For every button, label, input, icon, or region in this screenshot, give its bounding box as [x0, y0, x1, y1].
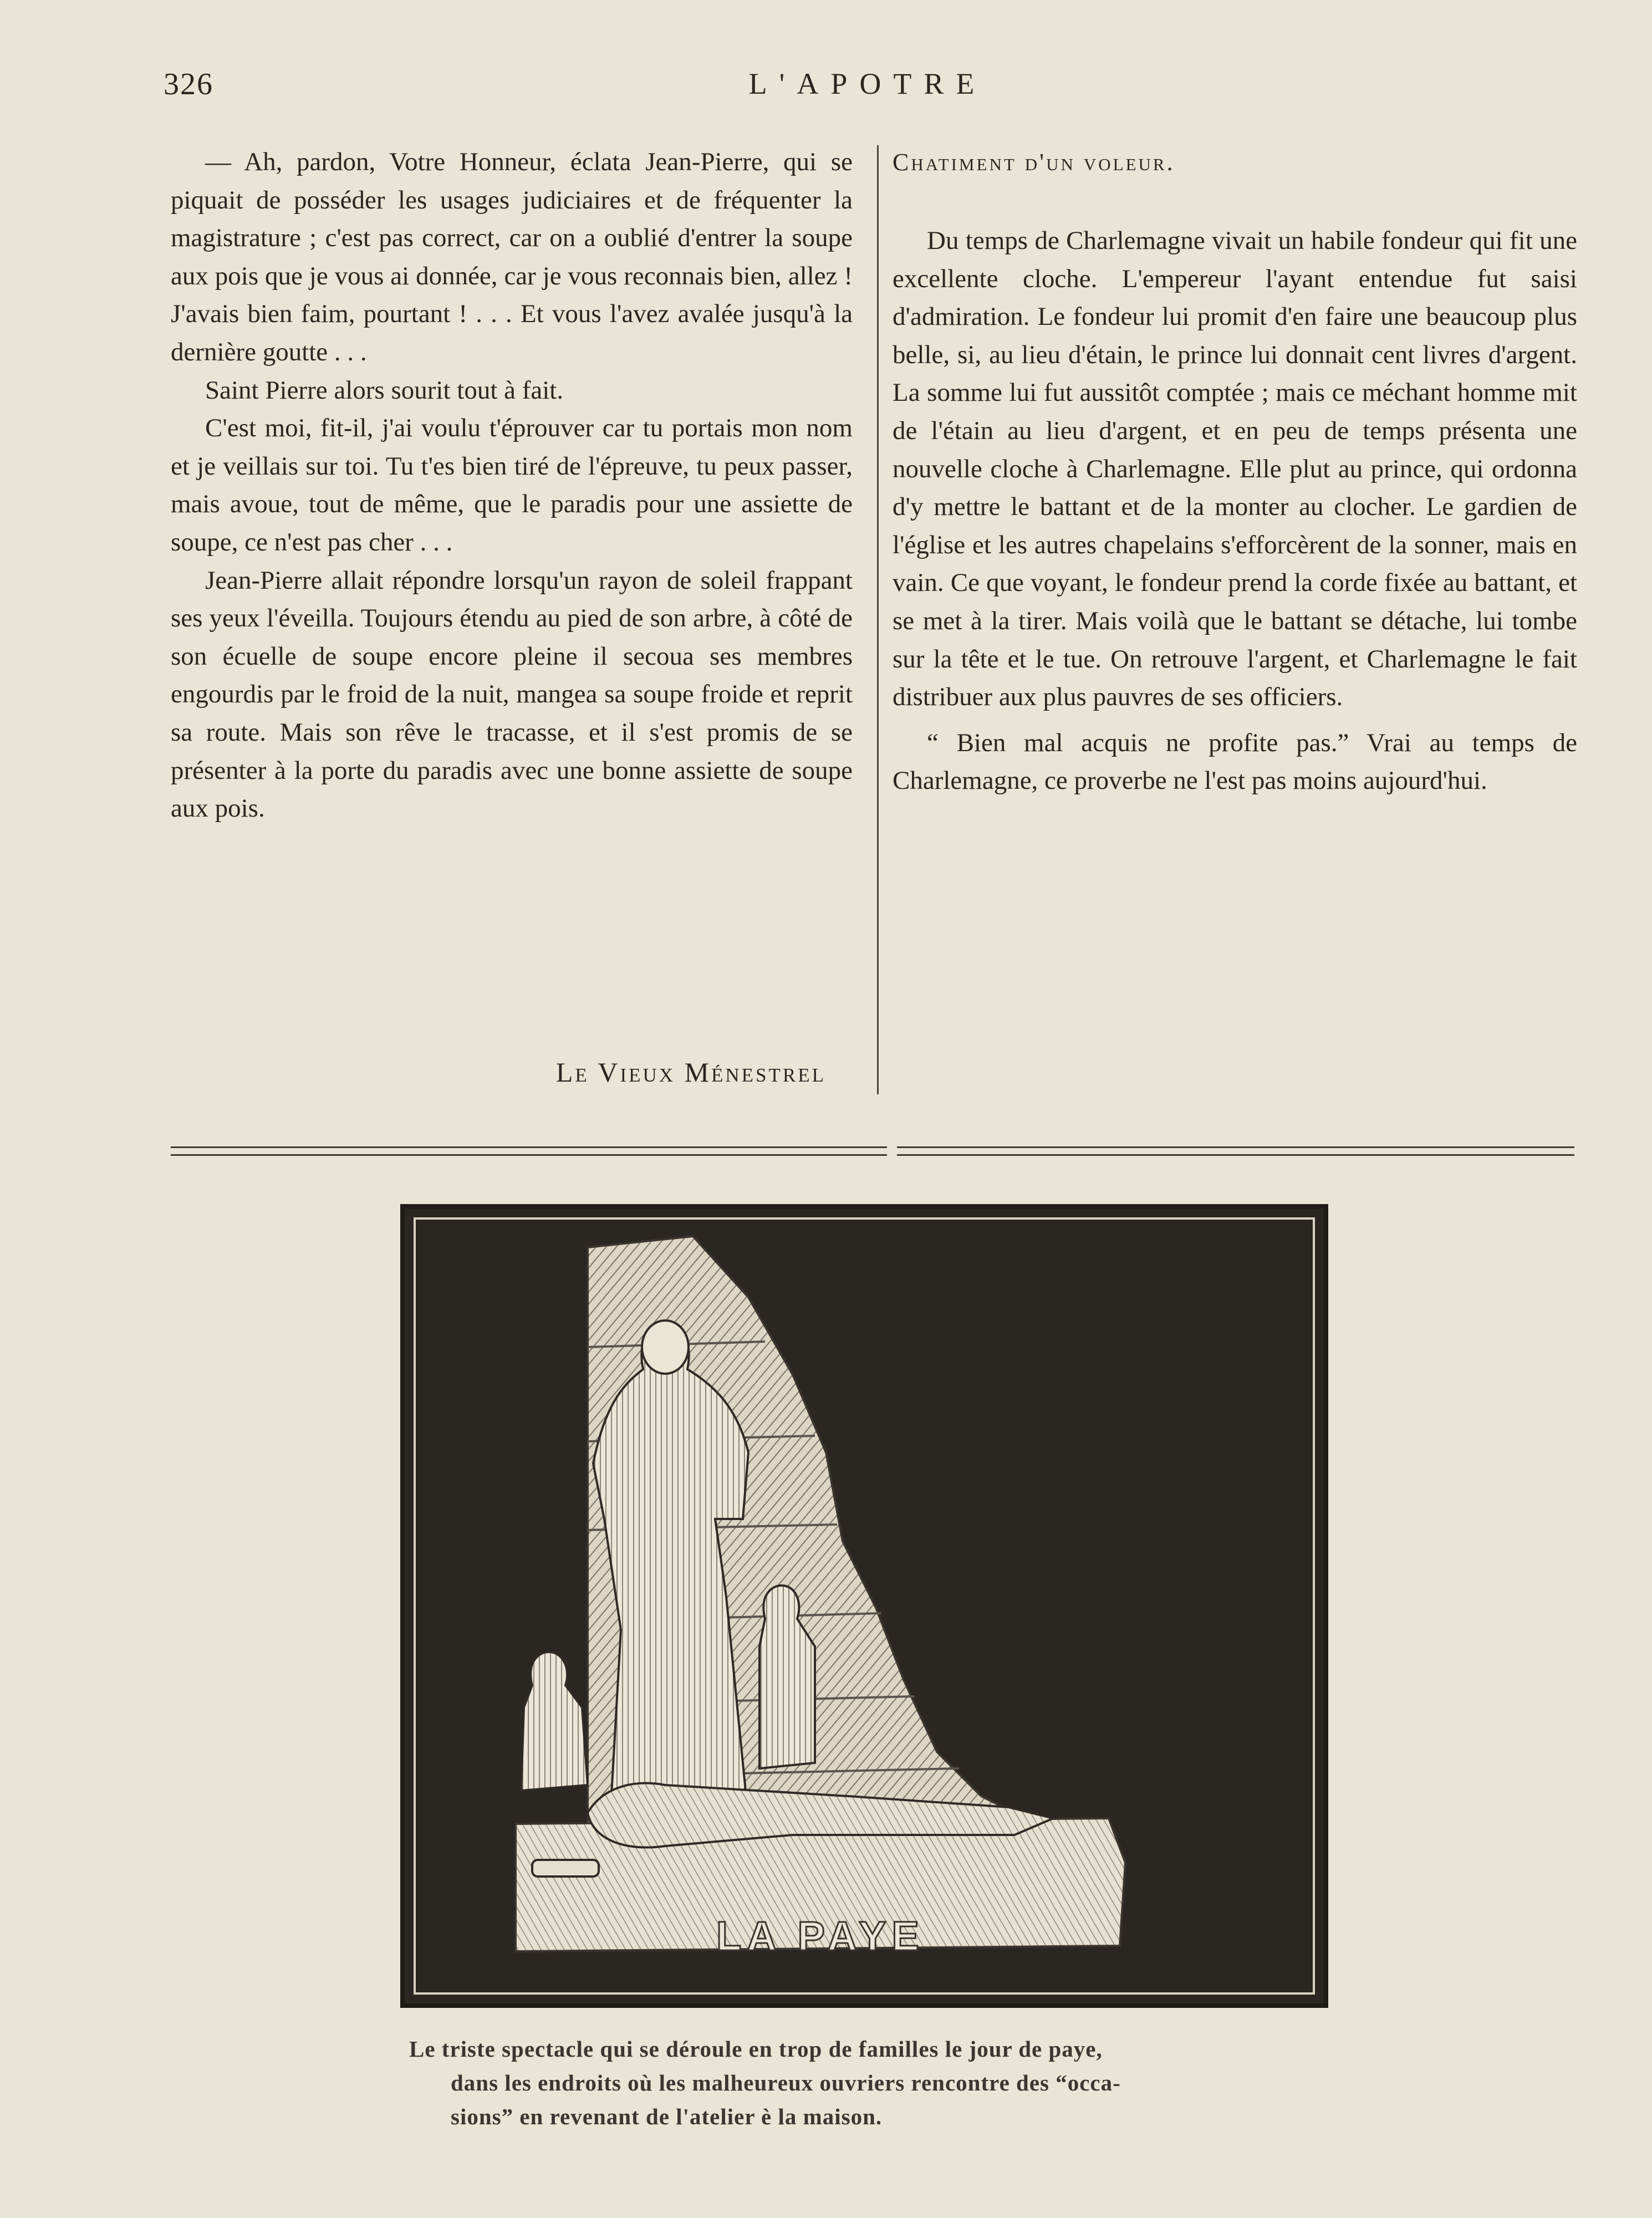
paragraph: C'est moi, fit-il, j'ai voulu t'éprouver car tu portais mon nom et je veillais sur toi. Tu t'es bien tiré de l'épreuve, tu peux passer, mais avoue, tout de même, que le paradis pour une assiette de soupe, ce n'est pas cher . . . — [171, 414, 853, 557]
right-column — [893, 143, 1577, 800]
author-signature: Le Vieux Ménestrel — [555, 1057, 826, 1088]
child-left — [521, 1652, 588, 1791]
paragraph: “ Bien mal acquis ne profite pas.” Vrai au temps de Charlemagne, ce proverbe ne l'est pas moins aujourd'hui. — [893, 728, 1577, 796]
sculpture-engraving — [405, 1209, 1324, 2003]
illustration-la-paye — [400, 1204, 1328, 2008]
engraved-label: LA PAYE — [716, 1913, 925, 1959]
running-head — [164, 67, 1572, 116]
double-rule-left — [171, 1146, 887, 1158]
section-title: Chatiment d'un voleur. — [893, 149, 1175, 176]
caption-line: dans les endroits où les malheureux ouvriers rencontre des “occa- — [451, 2070, 1121, 2095]
paragraph: Jean-Pierre allait répondre lorsqu'un rayon de soleil frappant ses yeux l'éveilla. Toujours étendu au pied de son arbre, à côté de son écuelle de soupe encore pleine il secoua ses membres engourdis par le froid de la nuit, mangea sa soupe froide et reprit sa route. Mais son rêve le tracasse, et il s'est promis de se présenter à la porte du paradis avec une bonne assiette de soupe aux pois. — [171, 565, 853, 823]
left-column — [171, 143, 853, 828]
double-rule-right — [897, 1146, 1574, 1158]
column-divider — [877, 145, 879, 1094]
paragraph: Saint Pierre alors sourit tout à fait. — [205, 375, 564, 405]
bottle — [532, 1860, 599, 1877]
journal-title: L'APOTRE — [748, 67, 987, 100]
page-number: 326 — [164, 67, 213, 101]
paragraph: Du temps de Charlemagne vivait un habile fondeur qui fit une excellente cloche. L'empereur l'ayant entendue fut saisi d'admiration. Le fondeur lui promit d'en faire une beaucoup plus belle, si, au lieu d'étain, le prince lui donnait cent livres d'argent. La somme lui fut aussitôt comptée ; mais ce méchant homme mit de l'étain au lieu d'argent, et en peu de temps présenta une nouvelle cloche à Charlemagne. Elle plut au prince, qui ordonna d'y mettre le battant et de la monter au clocher. Le gardien de l'église et les autres chapelains s'efforcèrent de la sonner, mais en vain. Ce que voyant, le fondeur prend la corde fixée au battant, et se met à la tirer. Mais voilà que le battant se détache, lui tombe sur la tête et le tue. On retrouve l'argent, et Charlemagne le fait distribuer aux plus pauvres de ses officiers. — [893, 226, 1577, 712]
caption-line: sions” en revenant de l'atelier è la maison. — [451, 2104, 883, 2129]
caption-line: Le triste spectacle qui se déroule en trop de familles le jour de paye, — [409, 2036, 1103, 2062]
paragraph: — Ah, pardon, Votre Honneur, éclata Jean-Pierre, qui se piquait de posséder les usages judiciaires et de fréquenter la magistrature ; c'est pas correct, car on a oublié d'entrer la soupe aux pois que je vous ai donnée, car je vous reconnais bien, allez ! J'avais bien faim, pourtant ! . . . Et vous l'avez avalée jusqu'à la dernière goutte . . . — [171, 147, 853, 366]
illustration-caption — [409, 2032, 1318, 2134]
